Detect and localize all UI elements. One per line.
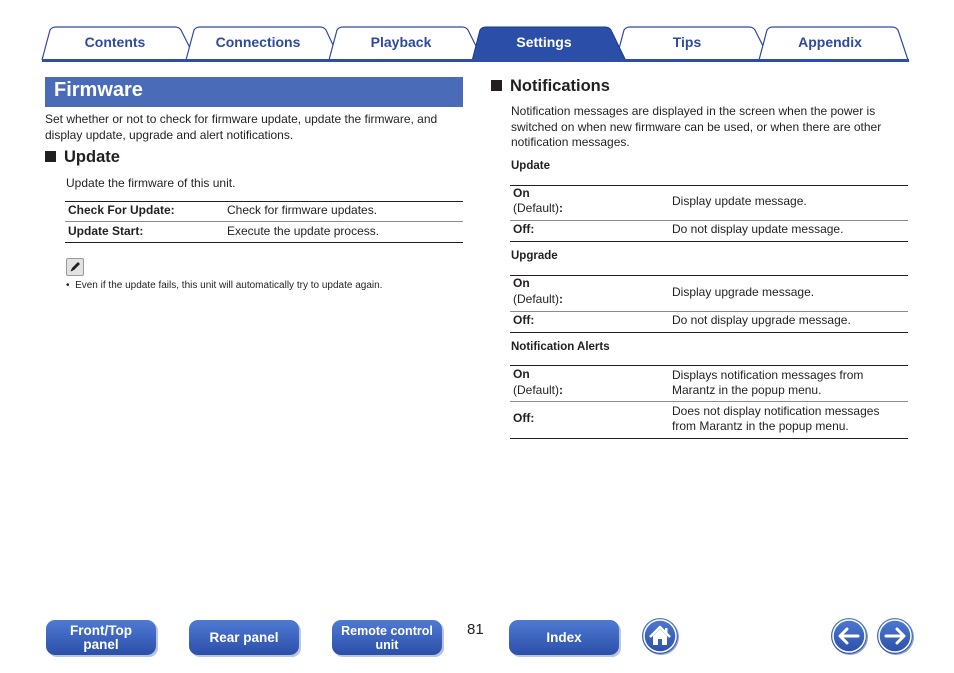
update-on-label: On [513,186,530,200]
rule [510,185,908,186]
upgrade-off-label: Off: [513,313,535,327]
check-for-update-value: Check for firmware updates. [227,203,378,217]
alerts-on-value-line2: Marantz in the popup menu. [672,383,822,397]
pencil-icon [66,258,84,276]
update-off-value: Do not display update message. [672,222,844,236]
square-bullet-icon [491,80,502,91]
rule [510,438,908,439]
update-description: Update the firmware of this unit. [66,176,236,190]
notifications-description: Notification messages are displayed in the screen when the power is switched on when new firmware can be used, or when there are other notification messages. [511,104,882,149]
update-heading: Update [45,148,120,167]
table-row-rule [65,221,463,222]
table-top-rule [65,201,463,202]
upgrade-off-value: Do not display upgrade message. [672,313,851,327]
check-for-update-label: Check For Update: [68,203,175,217]
update-default-label: (Default): [513,201,564,215]
rule [510,275,908,276]
update-on-value: Display update message. [672,194,807,208]
front-top-panel-button[interactable] [46,620,156,655]
front-top-line1: Front/Top [70,622,132,638]
front-top-line2: panel [83,636,119,652]
page-number: 81 [467,621,484,638]
remote-line2: unit [375,637,399,652]
tab-settings[interactable]: Settings [516,34,572,50]
alerts-off-label: Off: [513,411,535,425]
index-button[interactable]: Index [509,620,619,655]
rear-panel-button[interactable]: Rear panel [189,620,299,655]
remote-control-unit-button[interactable] [332,620,442,655]
table-bottom-rule [65,242,463,243]
arrow-left-icon [831,618,867,654]
alerts-default-label: (Default): [513,383,564,397]
update-off-label: Off: [513,222,535,236]
upgrade-on-label: On [513,276,530,290]
intro-text: Set whether or not to check for firmware update, update the firmware, and display update, upgrade and alert notifications. [45,112,438,142]
upgrade-subheading: Upgrade [511,250,558,262]
arrow-right-icon [877,618,913,654]
square-bullet-icon [45,151,56,162]
update-subheading: Update [511,160,550,172]
notifications-heading: Notifications [491,77,610,96]
rule [510,220,908,221]
upgrade-on-value: Display upgrade message. [672,285,815,299]
rule [510,241,908,242]
tab-contents[interactable]: Contents [84,34,146,50]
rule [510,311,908,312]
tab-playback[interactable]: Playback [370,34,432,50]
remote-line1: Remote control [341,623,433,638]
alerts-subheading: Notification Alerts [511,341,610,353]
note-text: • Even if the update fails, this unit will automatically try to update again. [66,280,383,291]
forward-button[interactable] [877,618,913,654]
rule [510,401,908,402]
alerts-off-value-line2: from Marantz in the popup menu. [672,419,849,433]
tab-appendix[interactable]: Appendix [798,34,862,50]
back-button[interactable] [831,618,867,654]
update-start-label: Update Start: [68,224,144,238]
tab-bar [0,0,954,64]
tab-connections[interactable]: Connections [215,34,301,50]
rule [510,332,908,333]
tab-tips[interactable]: Tips [672,34,702,50]
update-start-value: Execute the update process. [227,224,380,238]
home-icon [642,618,678,654]
alerts-on-value-line1: Displays notification messages from [672,368,864,382]
upgrade-default-label: (Default): [513,292,564,306]
alerts-off-value-line1: Does not display notification messages [672,404,880,418]
alerts-on-label: On [513,367,530,381]
rule [510,365,908,366]
home-button[interactable] [642,618,678,654]
page-title: Firmware [54,79,143,101]
